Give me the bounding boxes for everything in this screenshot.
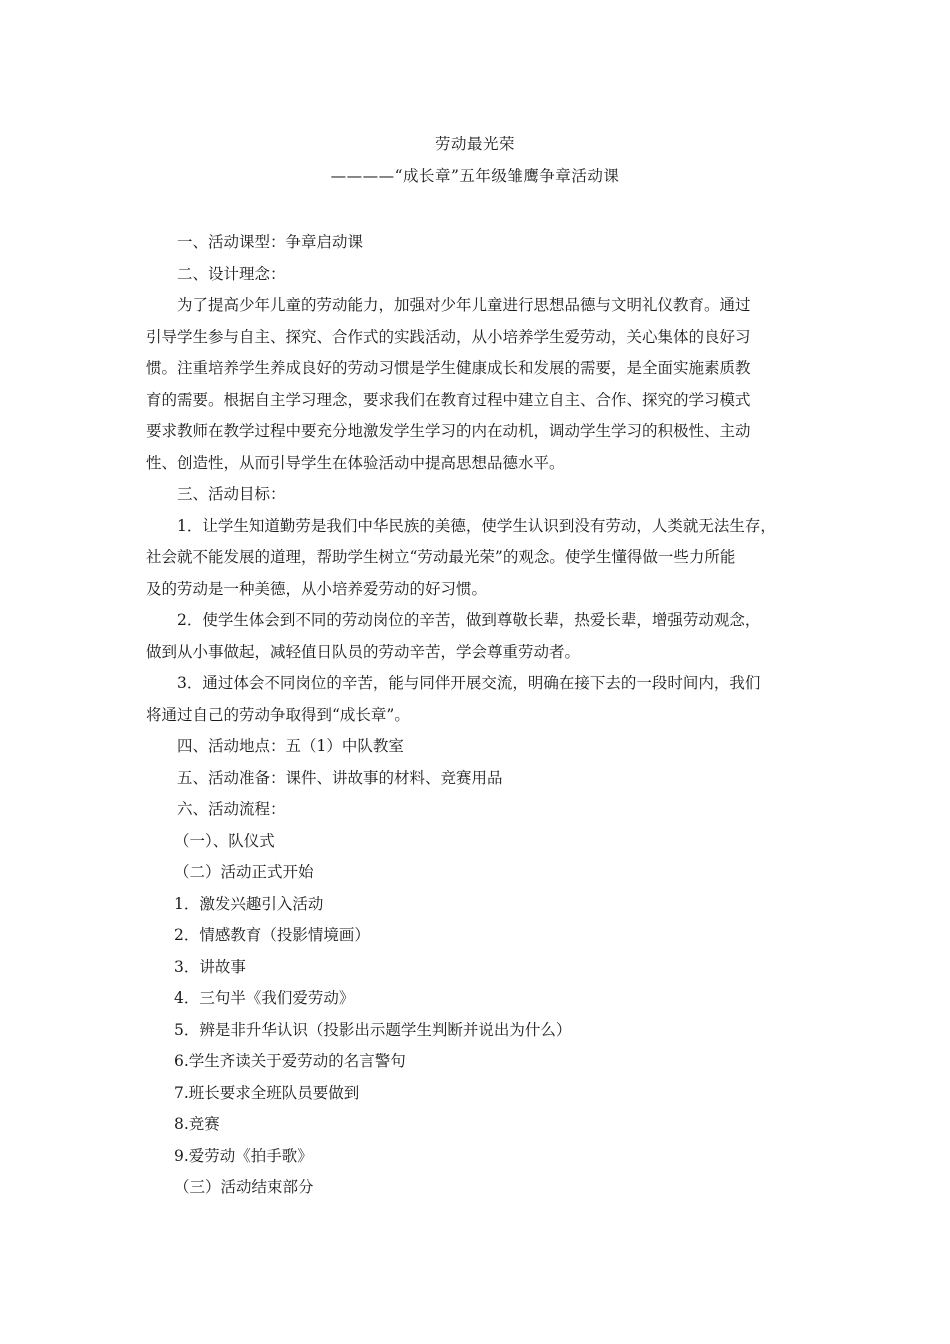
flow-part-2: （二）活动正式开始: [174, 863, 314, 881]
flow-step: 8.竞赛: [174, 1115, 220, 1133]
paragraph-goal-3: [146, 668, 812, 731]
section-heading-flow: 六、活动流程：: [177, 800, 286, 818]
flow-step: 2．情感教育（投影情境画）: [174, 926, 370, 944]
flow-part-1: （一）、队仪式: [174, 831, 275, 850]
text-line: 1．让学生知道勤劳是我们中华民族的美德，使学生认识到没有劳动，人类就无法生存，: [177, 516, 776, 535]
section-heading-design-concept: 二、设计理念：: [177, 264, 286, 283]
text-line: 及的劳动是一种美德，从小培养爱劳动的好习惯。: [146, 579, 488, 598]
flow-part-3: （三）活动结束部分: [174, 1178, 314, 1196]
paragraph-design-concept: [146, 290, 812, 479]
text-line: 社会就不能发展的道理，帮助学生树立“劳动最光荣”的观念。使学生懂得做一些力所能: [146, 548, 736, 566]
section-heading-location: 四、活动地点：五（1）中队教室: [177, 737, 404, 755]
flow-step: 5．辨是非升华认识（投影出示题学生判断并说出为什么）: [174, 1020, 572, 1039]
paragraph-goal-2: [146, 605, 812, 668]
flow-step: 1．激发兴趣引入活动: [174, 894, 324, 913]
text-line: 做到从小事做起，减轻值日队员的劳动辛苦，学会尊重劳动者。: [146, 642, 581, 661]
flow-step: 9.爱劳动《拍手歌》: [174, 1146, 313, 1165]
text-line: 3．通过体会不同岗位的辛苦，能与同伴开展交流，明确在接下去的一段时间内，我们: [177, 674, 761, 692]
text-line: 惯。注重培养学生养成良好的劳动习惯是学生健康成长和发展的需要，是全面实施素质教: [146, 359, 751, 377]
text-line: 育的需要。根据自主学习理念，要求我们在教育过程中建立自主、合作、探究的学习模式: [146, 390, 751, 409]
text-line: 性、创造性，从而引导学生在体验活动中提高思想品德水平。: [146, 453, 565, 472]
document-title: 劳动最光荣: [434, 135, 515, 153]
document-subtitle: ————“成长章”五年级雏鹰争章活动课: [330, 167, 620, 185]
text-line: 将通过自己的劳动争取得到“成长章”。: [146, 705, 410, 724]
section-heading-preparation: 五、活动准备：课件、讲故事的材料、竞赛用品: [177, 768, 503, 787]
text-line: 为了提高少年儿童的劳动能力，加强对少年儿童进行思想品德与文明礼仪教育。通过: [177, 296, 751, 314]
flow-step: 6.学生齐读关于爱劳动的名言警句: [174, 1052, 406, 1070]
section-heading-course-type: 一、活动课型：争章启动课: [177, 233, 364, 251]
text-line: 要求教师在教学过程中要充分地激发学生学习的内在动机，调动学生学习的积极性、主动: [146, 422, 751, 440]
document-body: [146, 227, 812, 1204]
section-heading-goals: 三、活动目标：: [177, 485, 286, 503]
flow-step: 4．三句半《我们爱劳动》: [174, 989, 355, 1007]
paragraph-goal-1: [146, 511, 812, 606]
text-line: 2．使学生体会到不同的劳动岗位的辛苦，做到尊敬长辈，热爱长辈，增强劳动观念，: [177, 611, 761, 629]
flow-step: 7.班长要求全班队员要做到: [174, 1083, 360, 1102]
flow-step: 3．讲故事: [174, 957, 246, 976]
text-line: 引导学生参与自主、探究、合作式的实践活动，从小培养学生爱劳动，关心集体的良好习: [146, 327, 751, 346]
